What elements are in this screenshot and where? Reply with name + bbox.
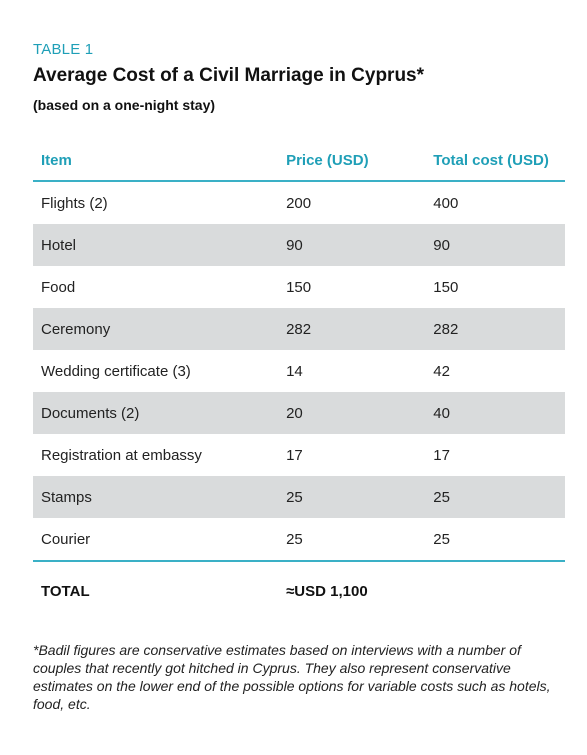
cell-total: 42 bbox=[433, 362, 450, 380]
cell-total: 25 bbox=[425, 518, 565, 561]
table-row bbox=[33, 266, 565, 308]
total-row bbox=[33, 561, 565, 620]
table-row bbox=[33, 224, 565, 266]
table-label: TABLE 1 bbox=[33, 41, 94, 58]
cost-table bbox=[33, 140, 565, 620]
cell-item: Registration at embassy bbox=[41, 446, 202, 464]
cell-total: 150 bbox=[433, 278, 459, 296]
footnote: *Badil figures are conservative estimates based on interviews with a number of couples that recently got hitched in Cyprus. They also represent conservative estimates on the lower end of the possible options for variable costs such as hotels, food, etc. bbox=[33, 642, 551, 712]
table-row bbox=[33, 181, 565, 224]
table-header bbox=[33, 140, 565, 181]
table-subtitle: (based on a one-night stay) bbox=[33, 97, 216, 113]
cell-price: 14 bbox=[286, 362, 303, 380]
cell-item: Documents (2) bbox=[33, 392, 278, 434]
table-row bbox=[33, 434, 565, 476]
column-header-price: Price (USD) bbox=[278, 140, 425, 181]
cell-price: 25 bbox=[278, 476, 425, 518]
cell-total: 400 bbox=[433, 194, 459, 212]
table-footer bbox=[33, 561, 565, 620]
table-title: Average Cost of a Civil Marriage in Cyprus* bbox=[33, 65, 425, 86]
cell-item: Ceremony bbox=[33, 308, 278, 350]
cell-total: 40 bbox=[425, 392, 565, 434]
cell-item: Courier bbox=[33, 518, 278, 561]
cell-price: 20 bbox=[278, 392, 425, 434]
cell-price: 150 bbox=[286, 278, 312, 296]
cell-total: 282 bbox=[425, 308, 565, 350]
cell-price: 25 bbox=[278, 518, 425, 561]
column-header-total: Total cost (USD) bbox=[425, 140, 565, 181]
total-label: TOTAL bbox=[41, 582, 90, 600]
cell-total: 17 bbox=[433, 446, 450, 464]
cell-item: Flights (2) bbox=[41, 194, 108, 212]
cell-item: Food bbox=[41, 278, 76, 296]
total-value: ≈USD 1,100 bbox=[286, 582, 368, 600]
table-row bbox=[33, 518, 565, 561]
table-row bbox=[33, 392, 565, 434]
cell-price: 90 bbox=[278, 224, 425, 266]
cell-item: Wedding certificate (3) bbox=[41, 362, 191, 380]
cell-total: 90 bbox=[425, 224, 565, 266]
table-body bbox=[33, 181, 565, 561]
cell-price: 282 bbox=[278, 308, 425, 350]
table-row bbox=[33, 308, 565, 350]
table-row bbox=[33, 350, 565, 392]
cell-total: 25 bbox=[425, 476, 565, 518]
table-row bbox=[33, 476, 565, 518]
header-row bbox=[33, 140, 565, 181]
cell-price: 17 bbox=[286, 446, 303, 464]
cell-item: Hotel bbox=[33, 224, 278, 266]
cell-price: 200 bbox=[286, 194, 312, 212]
column-header-item: Item bbox=[33, 140, 278, 181]
cell-item: Stamps bbox=[33, 476, 278, 518]
